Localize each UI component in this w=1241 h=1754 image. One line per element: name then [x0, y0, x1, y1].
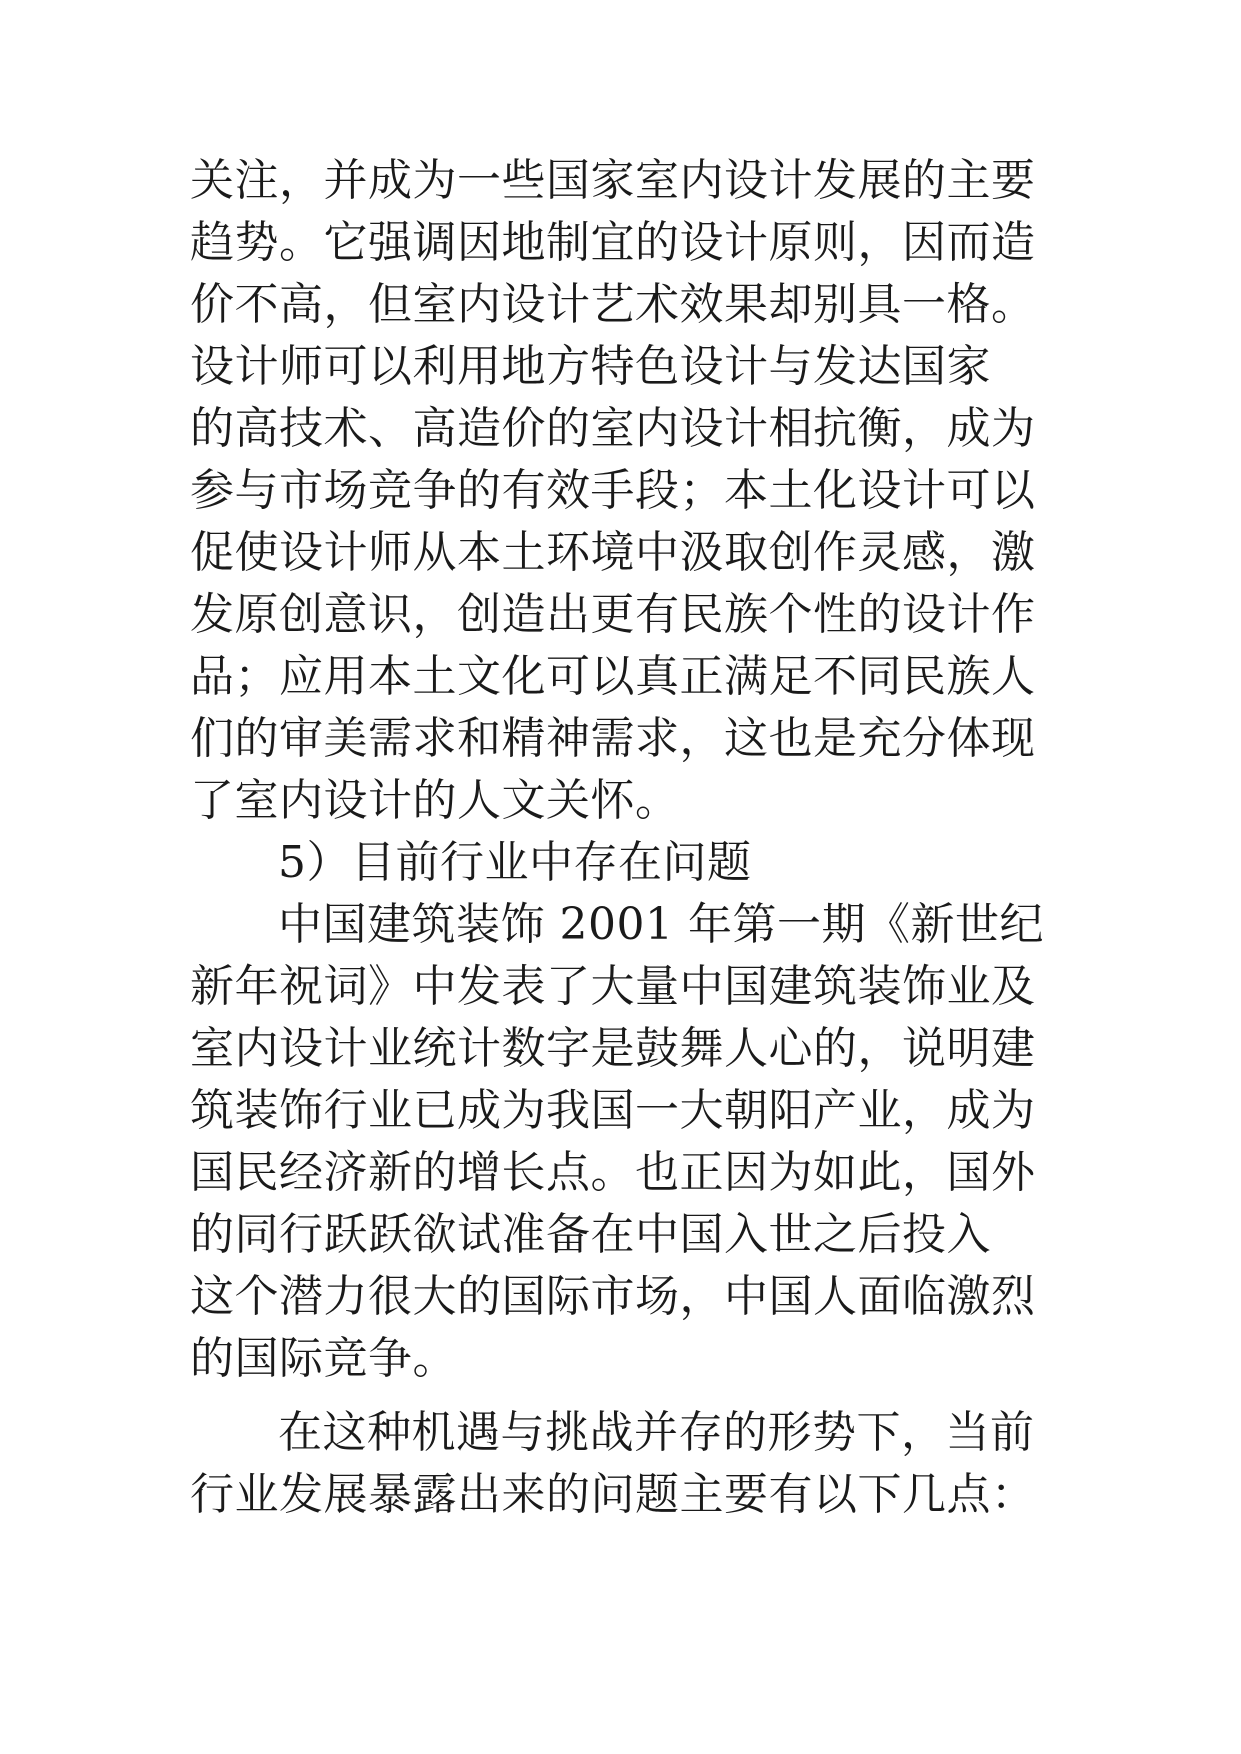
paragraph-line: 的国际竞争。: [190, 1333, 457, 1384]
paragraph-line: 新年祝词》中发表了大量中国建筑装饰业及: [190, 961, 1036, 1012]
paragraph-line: 筑装饰行业已成为我国一大朝阳产业，成为: [190, 1085, 1036, 1136]
paragraph-line: 价不高，但室内设计艺术效果却别具一格。: [190, 279, 1036, 330]
paragraph-line: 关注，并成为一些国家室内设计发展的主要: [190, 155, 1036, 206]
paragraph-line: 促使设计师从本土环境中汲取创作灵感，激: [190, 527, 1036, 578]
document-body: [190, 150, 1090, 1526]
paragraph-line: 在这种机遇与挑战并存的形势下，当前: [278, 1407, 1035, 1458]
paragraph-line: 行业发展暴露出来的问题主要有以下几点：: [190, 1469, 1036, 1520]
paragraph-line: 参与市场竞争的有效手段；本土化设计可以: [190, 465, 1036, 516]
paragraph-line: 国民经济新的增长点。也正因为如此，国外: [190, 1147, 1036, 1198]
paragraph-line: 品；应用本土文化可以真正满足不同民族人: [190, 651, 1036, 702]
paragraph-line: 发原创意识，创造出更有民族个性的设计作: [190, 589, 1036, 640]
paragraph-line: 设计师可以利用地方特色设计与发达国家: [190, 341, 991, 392]
paragraph-line: 的高技术、高造价的室内设计相抗衡，成为: [190, 403, 1036, 454]
paragraph-line: 中国建筑装饰 2001 年第一期《新世纪: [278, 899, 1044, 950]
section-heading: 5）目前行业中存在问题: [278, 837, 752, 888]
paragraph-line: 的同行跃跃欲试准备在中国入世之后投入: [190, 1209, 991, 1260]
paragraph-line: 了室内设计的人文关怀。: [190, 775, 680, 826]
paragraph-line: 这个潜力很大的国际市场，中国人面临激烈: [190, 1271, 1036, 1322]
paragraph-line: 们的审美需求和精神需求，这也是充分体现: [190, 713, 1036, 764]
paragraph-line: 室内设计业统计数字是鼓舞人心的，说明建: [190, 1023, 1036, 1074]
paragraph-line: 趋势。它强调因地制宜的设计原则，因而造: [190, 217, 1036, 268]
